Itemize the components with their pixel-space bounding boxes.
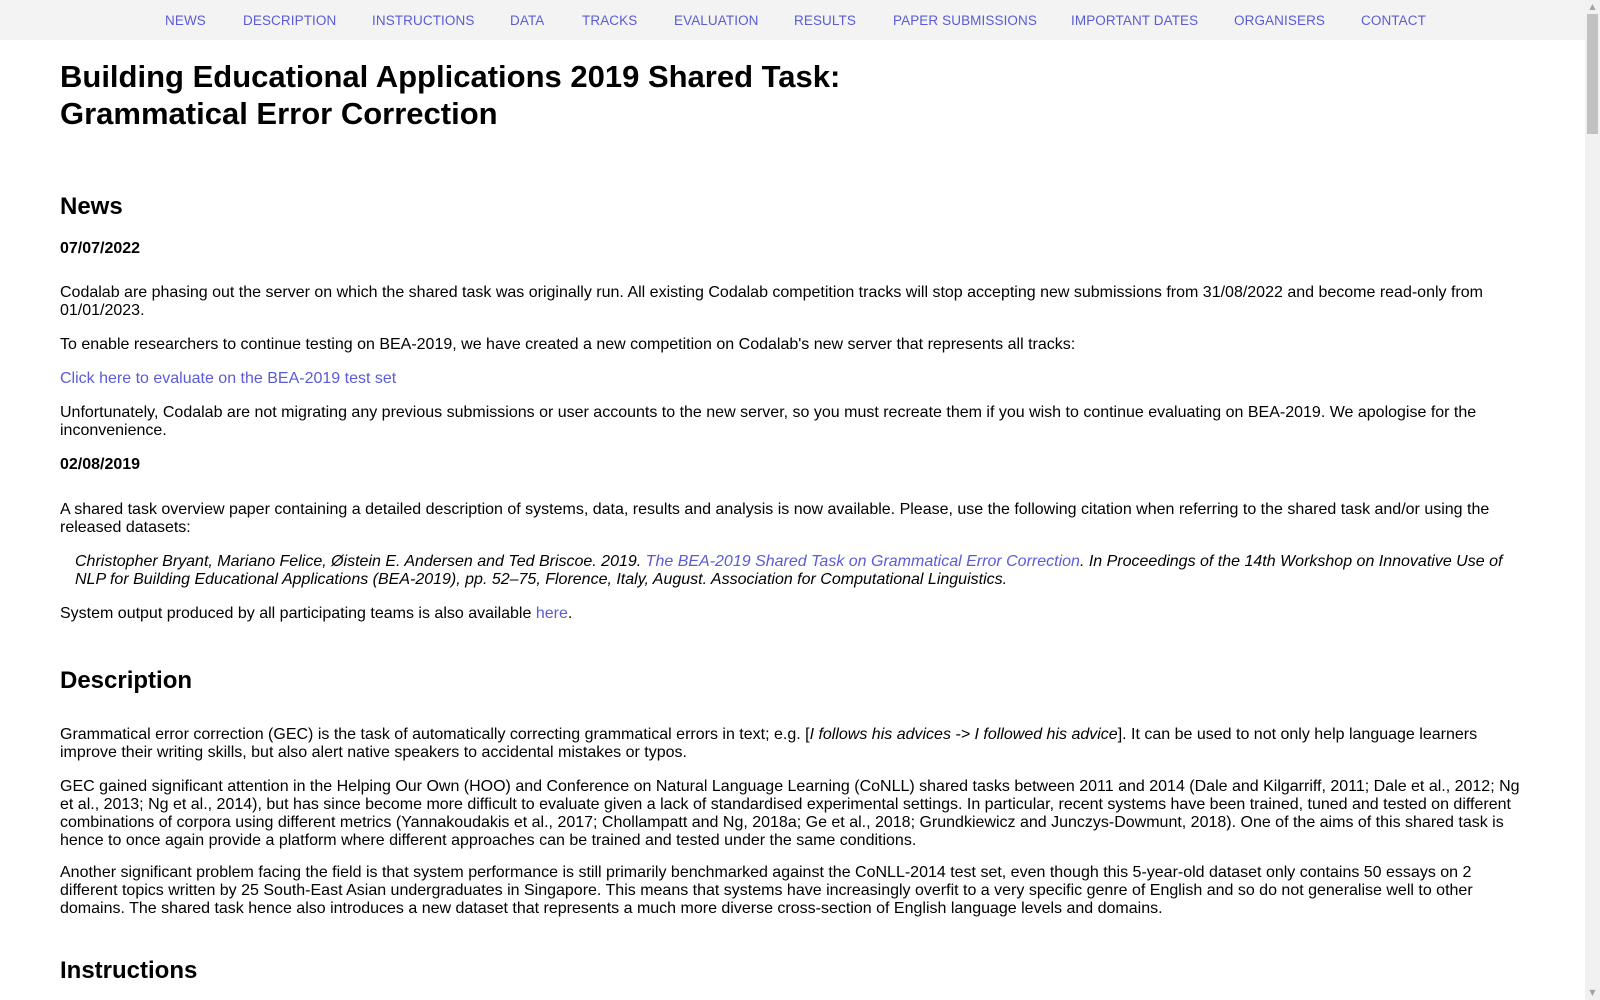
citation-block (60, 553, 1515, 589)
description-paragraph-1 (60, 726, 1520, 762)
evaluate-test-set-link[interactable]: Click here to evaluate on the BEA-2019 test set (60, 370, 397, 387)
news-date-1: 07/07/2022 (60, 240, 141, 257)
gec-example: I follows his advices -> I followed his advice (809, 726, 1118, 743)
system-output-text: System output produced by all participating teams is also available (60, 605, 536, 622)
nav-paper-submissions[interactable]: PAPER SUBMISSIONS (893, 13, 1037, 28)
system-output-end: . (567, 605, 573, 622)
citation-details: . In Proceedings of the 14th Workshop on Innovative Use of NLP for Building Educational Applications (BEA-2019), pp. 52–75, Florence, Italy, August. Association for Computational Linguistics. (75, 553, 1503, 588)
nav-evaluation[interactable]: EVALUATION (674, 13, 759, 28)
nav-contact[interactable]: CONTACT (1361, 13, 1426, 28)
news-1-link-paragraph (60, 370, 1520, 388)
news-2-paragraph-1: A shared task overview paper containing a detailed description of systems, data, results and analysis is now available. Please, use the following citation when referring to the shared task and/or using the released datasets: (60, 501, 1490, 536)
system-output-link[interactable]: here (535, 605, 568, 622)
citation-text: Christopher Bryant, Mariano Felice, Øistein E. Andersen and Ted Briscoe. 2019. (75, 553, 646, 570)
scroll-up-arrow-icon[interactable]: ▲ (1589, 2, 1596, 11)
nav-tracks[interactable]: TRACKS (582, 13, 638, 28)
description-p1-end: ]. It can be used to not only help language learners improve their writing skills, but also alert native speakers to accidental mistakes or typos. (60, 726, 1478, 761)
nav-description[interactable]: DESCRIPTION (243, 13, 337, 28)
vertical-scrollbar[interactable] (1585, 0, 1600, 1000)
system-output-paragraph (60, 605, 1520, 623)
description-paragraph-3: Another significant problem facing the field is that system performance is still primarily benchmarked against the CoNLL-2014 test set, even though this 5-year-old dataset only contains 50 essays on 2 different topics written by 25 South-East Asian undergraduates in Singapore. This means that systems have increasingly overfit to a very specific genre of English and so do not generalise well to other domains. The shared task hence also introduces a new dataset that represents a much more diverse cross-section of English language levels and domains. (60, 864, 1473, 917)
news-1-paragraph-1: Codalab are phasing out the server on which the shared task was originally run. All existing Codalab competition tracks will stop accepting new submissions from 31/08/2022 and become read-only from 01/01/2023. (60, 284, 1483, 319)
news-date-2: 02/08/2019 (60, 456, 141, 473)
nav-instructions[interactable]: INSTRUCTIONS (372, 13, 475, 28)
description-heading: Description (60, 667, 193, 694)
news-1-paragraph-2: To enable researchers to continue testing on BEA-2019, we have created a new competition on Codalab's new server that represents all tracks: (60, 336, 1076, 353)
news-heading: News (60, 193, 123, 220)
top-navigation (0, 0, 1585, 40)
overview-paper-link[interactable]: The BEA-2019 Shared Task on Grammatical Error Correction (645, 553, 1080, 570)
nav-important-dates[interactable]: IMPORTANT DATES (1071, 13, 1199, 28)
nav-data[interactable]: DATA (510, 13, 545, 28)
page-title-line2: Grammatical Error Correction (60, 96, 498, 131)
nav-organisers[interactable]: ORGANISERS (1234, 13, 1326, 28)
instructions-heading: Instructions (60, 957, 198, 984)
page-title (60, 58, 1520, 132)
scroll-down-arrow-icon[interactable]: ▼ (1589, 988, 1596, 997)
news-1-paragraph-3: Unfortunately, Codalab are not migrating any previous submissions or user accounts to the new server, so you must recreate them if you wish to continue evaluating on BEA-2019. We apologise for the inconvenience. (60, 404, 1477, 439)
description-p1-start: Grammatical error correction (GEC) is the task of automatically correcting grammatical errors in text; e.g. [ (60, 726, 810, 743)
nav-news[interactable]: NEWS (165, 13, 206, 28)
scrollbar-thumb[interactable] (1587, 14, 1598, 134)
description-paragraph-2: GEC gained significant attention in the Helping Our Own (HOO) and Conference on Natural Language Learning (CoNLL) shared tasks between 2011 and 2014 (Dale and Kilgarriff, 2011; Dale et al., 2012; Ng et al., 2013; Ng et al., 2014), but has since become more difficult to evaluate given a lack of standardised experimental settings. In particular, recent systems have been trained, tuned and tested on different combinations of corpora using different metrics (Yannakoudakis et al., 2017; Chollampatt and Ng, 2018a; Ge et al., 2018; Grundkiewicz and Junczys-Dowmunt, 2018). One of the aims of this shared task is hence to once again provide a platform where different approaches can be trained and tested under the same conditions. (60, 778, 1520, 849)
nav-results[interactable]: RESULTS (794, 13, 856, 28)
page-title-line1: Building Educational Applications 2019 Shared Task: (60, 59, 841, 94)
